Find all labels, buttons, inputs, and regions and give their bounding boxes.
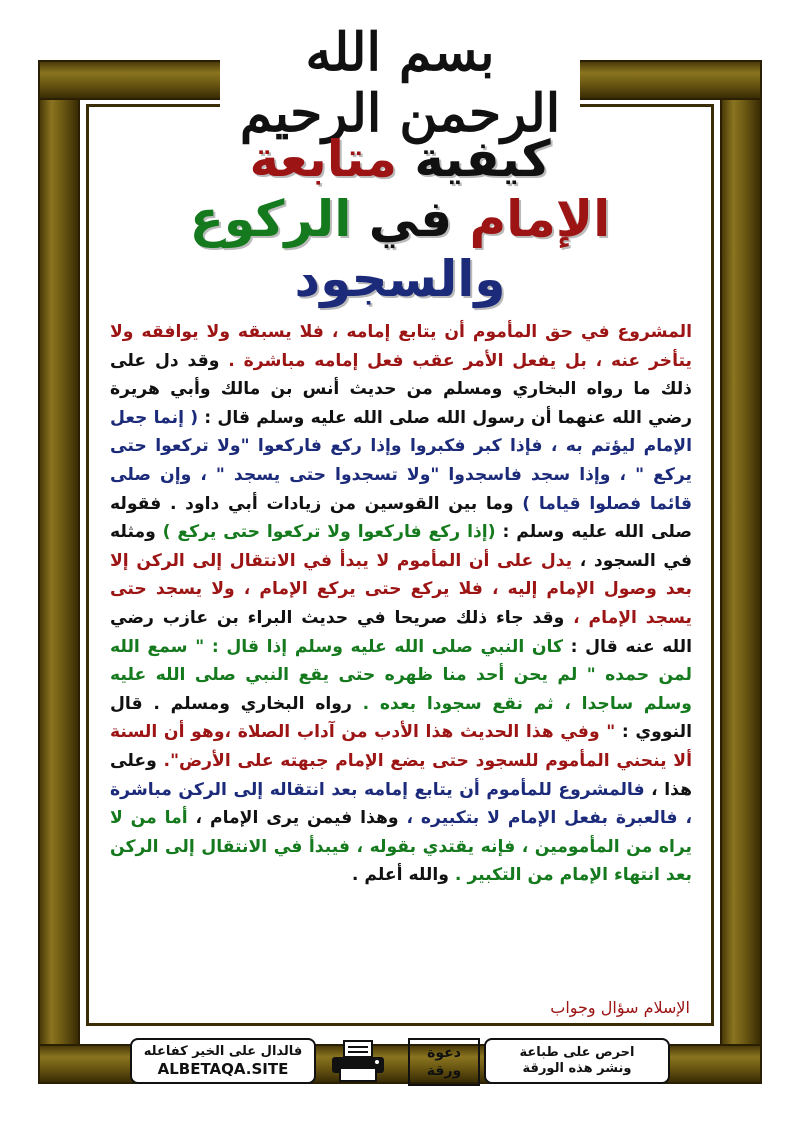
article-segment: المشروع في حق المأموم أن يتابع إمامه ، فلا يسبقه ولا يوافقه ولا يتأخر عنه ، بل يفعل الأمر عقب فعل إمامه مباشرة . — [110, 322, 692, 371]
dawa-paper-logo — [408, 1038, 480, 1086]
footer-bar — [130, 1038, 670, 1088]
article-segment: وقد جاء ذلك صريحا في حديث البراء بن عازب رضي الله عنه قال : — [110, 607, 692, 657]
article-segment: (إذا ركع فاركعوا ولا تركعوا حتى يركع ) — [155, 522, 496, 543]
article-segment: قال النووي : — [110, 693, 692, 743]
title-line-2 — [100, 190, 700, 248]
printer-icon — [330, 1040, 386, 1082]
article-segment: وعلى هذا ، — [110, 750, 692, 800]
title-word-kayfiyya: كيفية — [414, 130, 551, 188]
article-segment: ومثله في السجود ، — [110, 522, 692, 571]
footer-motto: فالدال على الخير كفاعله — [143, 1044, 303, 1059]
title-line-1 — [100, 130, 700, 188]
article-body — [110, 318, 692, 890]
article-segment: وما بين القوسين من زيادات أبي داود . — [161, 493, 514, 514]
article-segment: فقوله صلى الله عليه وسلم : — [110, 493, 692, 543]
source-attribution: الإسلام سؤال وجواب — [550, 998, 690, 1017]
article-segment: ( إنما جعل الإمام ليؤتم به ، فإذا كبر فكبروا وإذا ركع فاركعوا "ولا تركعوا حتى يركع " ، وإذا سجد فاسجدوا "ولا تسجدوا حتى يسجد " ، وإن صلى قائما فصلوا قياما ) — [110, 407, 692, 514]
article-segment: فالمشروع للمأموم أن يتابع إمامه بعد انتقاله إلى الركن مباشرة ، فالعبرة بفعل الإمام لا بتكبيره ، — [110, 779, 692, 829]
article-segment: وهذا فيمن يرى الإمام ، — [187, 808, 399, 829]
article-segment: " وفي هذا الحديث هذا الأدب من آداب الصلاة ،وهو أن السنة ألا ينحني المأموم للسجود حتى يضع الإمام جبهته على الأرض". — [110, 722, 692, 771]
title-word-mutabaa: متابعة — [249, 130, 397, 188]
logo-text-top: دعوة — [427, 1045, 461, 1061]
article-segment: كان النبي صلى الله عليه وسلم إذا قال : " سمع الله لمن حمده " لم يحن أحد منا ظهره حتى يقع النبي صلى الله عليه وسلم ساجدا ، ثم نقع سجودا بعده . — [110, 636, 692, 714]
article-segment: يدل على أن المأموم لا يبدأ في الانتقال إلى الركن إلا بعد وصول الإمام إليه ، فلا يركع حتى يركع الإمام ، ولا يسجد حتى يسجد الإمام ، — [110, 550, 692, 628]
frame-left-bar — [40, 62, 78, 1082]
title-word-sujood: والسجود — [294, 250, 506, 308]
frame-right-bar — [722, 62, 760, 1082]
footer-print-note-1: احرص على طباعة — [519, 1045, 635, 1060]
title-word-rukoo: الركوع — [189, 190, 352, 248]
article-paragraph — [110, 318, 692, 890]
footer-site-url[interactable]: ALBETAQA.SITE — [157, 1060, 289, 1078]
print-share-box — [484, 1038, 670, 1084]
article-segment: وقد دل على ذلك ما رواه البخاري ومسلم من حديث أنس بن مالك وأبي هريرة رضي الله عنهما أن رسول الله صلى الله عليه وسلم قال : — [110, 350, 692, 428]
title-word-fi: في — [368, 190, 453, 248]
article-segment: أما من لا يراه من المأمومين ، فإنه يقتدي بقوله ، فيبدأ في الانتقال إلى الركن بعد انتهاء الإمام من التكبير . — [110, 808, 692, 886]
footer-print-note-2: ونشر هذه الورقة — [522, 1061, 632, 1076]
title-line-3 — [100, 250, 700, 308]
article-segment: والله أعلم . — [351, 865, 449, 886]
basmala-calligraphy: بسم الله الرحمن الرحيم — [220, 22, 580, 144]
logo-text-bottom: ورقة — [426, 1063, 462, 1079]
article-segment: رواه البخاري ومسلم . — [142, 693, 352, 714]
site-link-box[interactable] — [130, 1038, 316, 1084]
title-word-imam: الإمام — [469, 190, 611, 248]
